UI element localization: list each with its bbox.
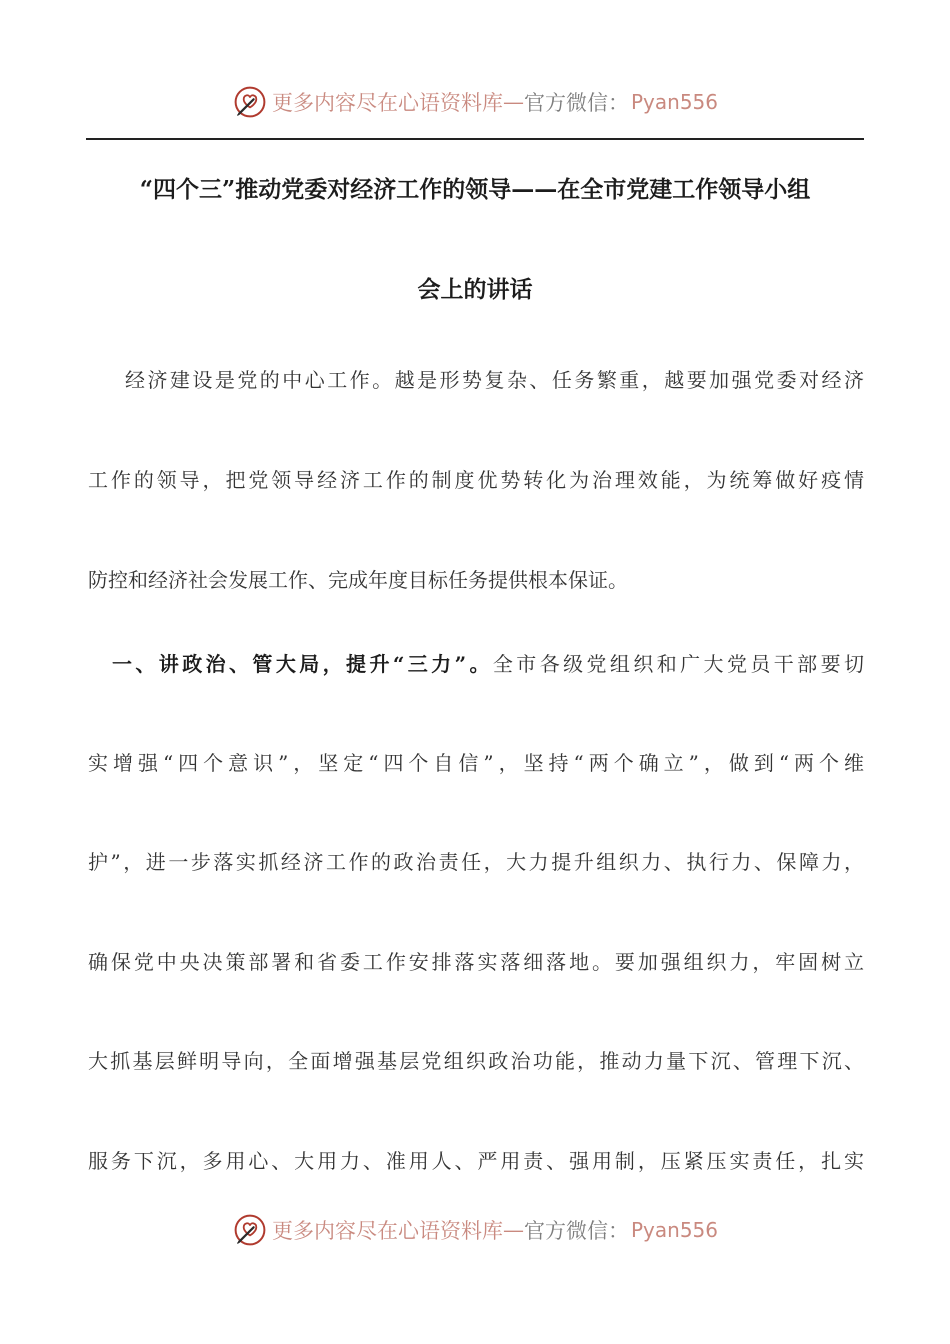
header-divider [86,138,864,140]
banner-wechat-id: Pyan556 [630,90,718,114]
footer-dash: — [502,1218,524,1242]
header-banner [0,82,950,122]
intro-line-3: 防控和经济社会发展工作、完成年度目标任务提供根本保证。 [88,568,628,592]
section1-line-4: 确保党中央决策部署和省委工作安排落实落细落地。要加强组织力，牢固树立 [88,950,864,974]
section1-line-6: 服务下沉，多用心、大用力、准用人、严用责、强用制，压紧压实责任，扎实 [88,1149,864,1173]
section1-first-line-rest: 全市各级党组织和广大党员干部要切 [492,652,864,676]
banner-official-label: 官方微信： [523,91,629,115]
section1-line-3: 护”，进一步落实抓经济工作的政治责任，大力提升组织力、执行力、保障力， [88,850,864,874]
footer-banner [0,1210,950,1250]
heart-pen-logo-icon [232,1212,268,1248]
heart-pen-logo-icon [232,84,268,120]
banner-dash: — [502,90,524,114]
document-title-line-2: 会上的讲话 [417,276,533,303]
intro-line-1: 经济建设是党的中心工作。越是形势复杂、任务繁重，越要加强党委对经济 [125,368,864,392]
footer-official-label: 官方微信： [523,1219,629,1243]
section1-first-line [112,649,864,679]
footer-wechat-id: Pyan556 [630,1218,718,1242]
banner-site-text: 更多内容尽在心语资料库 [271,91,503,115]
footer-site-text: 更多内容尽在心语资料库 [271,1219,503,1243]
section1-line-2: 实增强“四个意识”，坚定“四个自信”，坚持“两个确立”，做到“两个维 [88,751,864,775]
intro-line-2: 工作的领导，把党领导经济工作的制度优势转化为治理效能，为统筹做好疫情 [88,468,864,492]
section1-line-5: 大抓基层鲜明导向，全面增强基层党组织政治功能，推动力量下沉、管理下沉、 [88,1049,864,1073]
section1-heading: 一、讲政治、管大局，提升“三力”。 [112,652,493,676]
document-title-line-1: “四个三”推动党委对经济工作的领导——在全市党建工作领导小组 [139,176,811,203]
